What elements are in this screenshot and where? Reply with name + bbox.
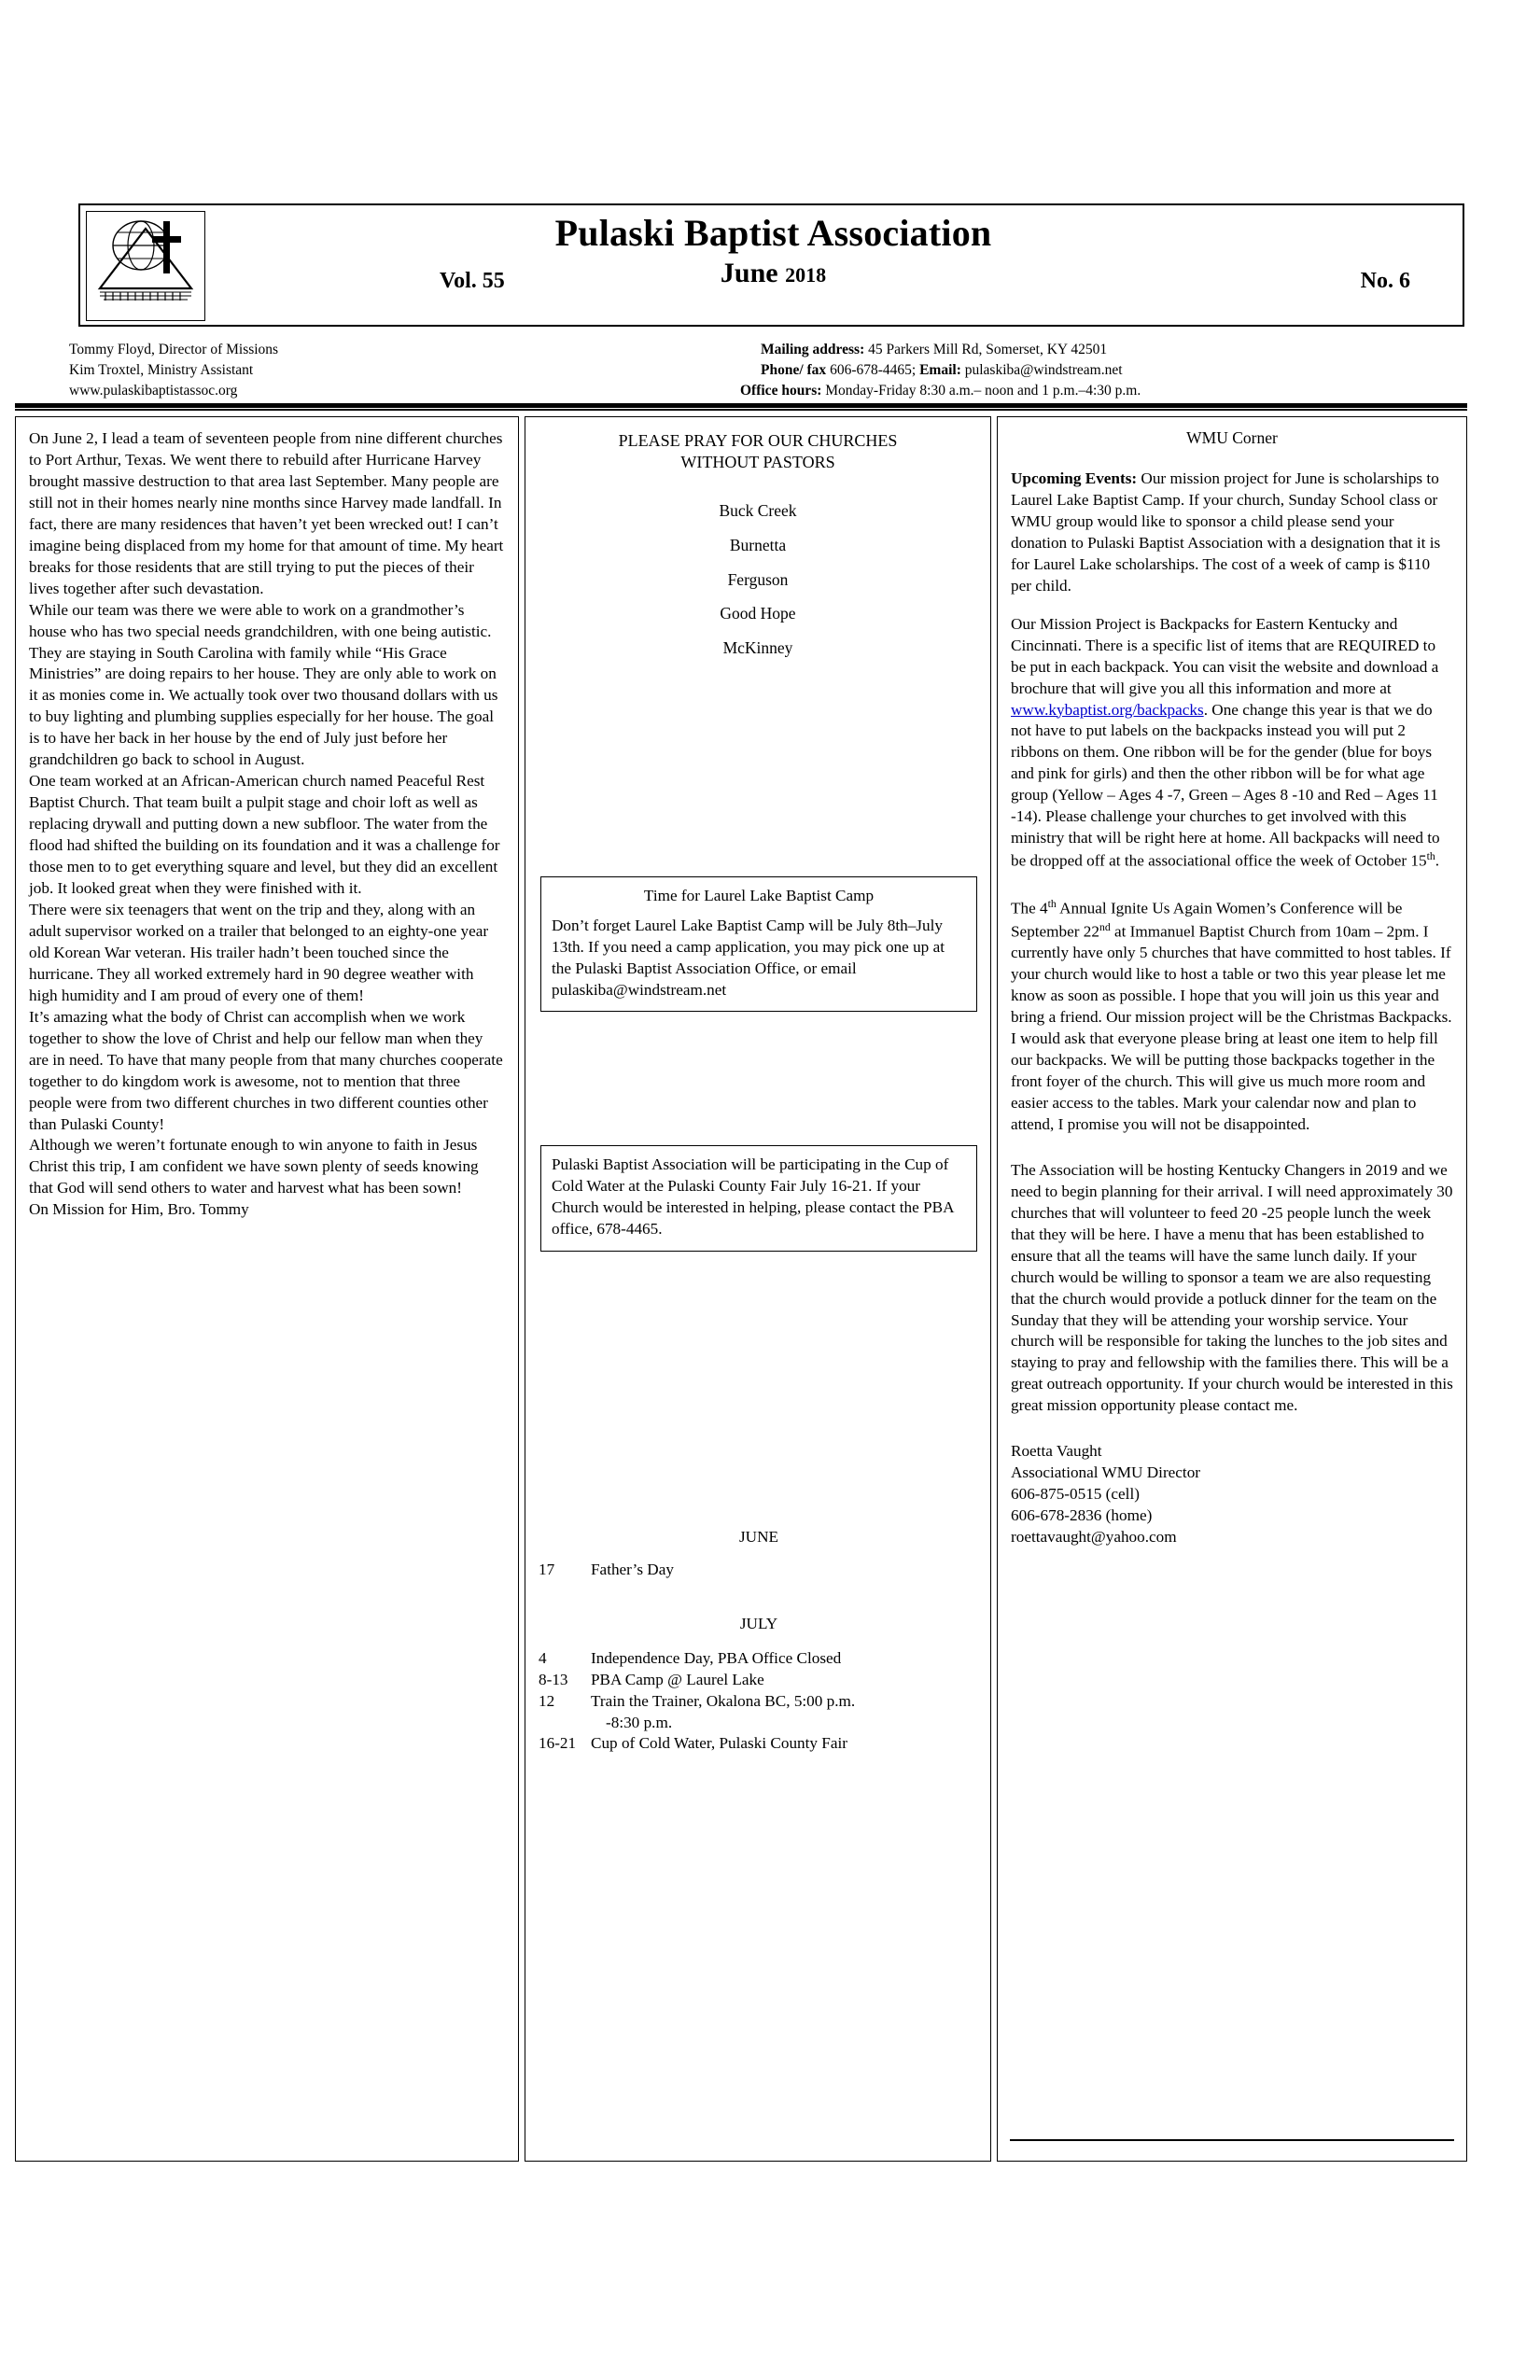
staff-line-2: Kim Troxtel, Ministry Assistant [69, 362, 254, 378]
calendar-event-text: Father’s Day [591, 1561, 674, 1578]
wmu-content [1011, 469, 1453, 1548]
upcoming-events-label: Upcoming Events: [1011, 469, 1138, 487]
issue-month [80, 258, 1466, 289]
column-prayer-calendar [525, 416, 991, 2162]
office-hours-line [737, 381, 1428, 401]
calendar-event-day: 16-21 [539, 1734, 577, 1753]
email-label: Email: [919, 362, 961, 378]
camp-announcement-title: Time for Laurel Lake Baptist Camp [643, 887, 875, 904]
ordinal-suffix: nd [1099, 920, 1111, 933]
mailing-address-line [737, 340, 1428, 360]
list-item: Ferguson [727, 569, 789, 589]
fair-announcement-text: Pulaski Baptist Association will be participating in the Cup of Cold Water at the Pulaski County Fair July 16-21. If your Church would be interested in helping, please contact the PBA office, 678-4465. [552, 1155, 954, 1238]
wmu-paragraph-backpacks: Our Mission Project is Backpacks for Eastern Kentucky and Cincinnati. There is a specific list of items that are REQUIRED to be put in each backpack. You can visit the website and download a brochure that will give you all this information and more at www.kybaptist.org/backpacks. One change this year is that we do not have to put labels on the backpacks instead you will put 2 ribbons on them. One ribbon will be for the gender (blue for boys and pink for girls) and then the other ribbon will be for what age group (Yellow – Ages 4 -7, Green – Ages 8 -10 and Red – Ages 11 -14). Please challenge your churches to get involved with this ministry that will be right here at home. All backpacks will need to be dropped off at the associational office the week of October 15th. [1011, 614, 1440, 870]
wmu-paragraph-conference: The 4th Annual Ignite Us Again Women’s Conference will be September 22nd at Immanuel Baptist Church from 10am – 2pm. I currently have only 5 churches that have committed to host tables. If your church would like to host a table or two this year please let me know as soon as possible. I hope that you will join us this year and bring a friend. Our mission project will be the Christmas Backpacks. I would ask that everyone please bring at least one item to help fill our backpacks. We will be putting those backpacks together in the front foyer of the church. This will give us much more room and easier access to the tables. Mark your calendar now and plan to attend, I promise you will not be disappointed. [1011, 897, 1452, 1133]
article-paragraph: While our team was there we were able to work on a grandmother’s house who has two special needs grandchildren, with one being autistic. They are staying in South Carolina with family while “His Grace Ministries” are doing repairs to her house. They are only able to work on it as monies come in. We actually took over two thousand dollars with us to buy lighting and plumbing supplies especially for her house. The goal is to have her back in her house by the end of July just before her grandchildren go back to school in August. [29, 600, 498, 769]
calendar-section [539, 1528, 979, 1755]
office-hours-value: Monday-Friday 8:30 a.m.– noon and 1 p.m.–4:30 p.m. [821, 383, 1141, 399]
article-paragraph: Although we weren’t fortunate enough to win anyone to faith in Jesus Christ this trip, I am confident we have sown plenty of seeds knowing that God will send others to water and harvest what has been sown! [29, 1136, 479, 1197]
issue-month-text: June [720, 258, 778, 288]
prayer-heading [539, 430, 977, 473]
calendar-month-july: JULY [739, 1614, 778, 1632]
ordinal-suffix: th [1426, 850, 1435, 863]
issue-year: 2018 [785, 263, 827, 287]
article-paragraph: It’s amazing what the body of Christ can accomplish when we work together to show the love of Christ and help our fellow man when they are in need. To have that many people from that many churches cooperate together to do kingdom work is awesome, not to mention that three people were from two different churches in two different counties other than Pulaski County! [29, 1007, 503, 1133]
list-item: Buck Creek [719, 501, 797, 521]
prayer-heading-line1: PLEASE PRAY FOR OUR CHURCHES [618, 431, 898, 450]
church-list [539, 494, 977, 665]
header-divider-secondary [15, 409, 1467, 411]
upcoming-events-text: Our mission project for June is scholarships to Laurel Lake Baptist Camp. If your church, Sunday School class or WMU group would like to sponsor a child please send your donation to Pulaski Baptist Association with a designation that it is for Laurel Lake scholarships. The cost of a week of camp is $110 per child. [1011, 469, 1441, 595]
calendar-event-day: 12 [539, 1691, 555, 1710]
wmu-director-title: Associational WMU Director [1011, 1463, 1201, 1482]
staff-line-1: Tommy Floyd, Director of Missions [69, 342, 279, 357]
phone-label: Phone/ fax [761, 362, 827, 378]
list-item: McKinney [722, 638, 793, 658]
wmu-director-email: roettavaught@yahoo.com [1011, 1527, 1177, 1546]
calendar-events-july [539, 1648, 979, 1755]
article-paragraph: One team worked at an African-American church named Peaceful Rest Baptist Church. That team built a pulpit stage and choir loft as well as replacing drywall and putting down a new subfloor. The water from the flood had shifted the building on its foundation and it was a challenge for those men to to get everything square and level, but they did an excellent job. It looked great when they were finished with it. [29, 772, 500, 898]
calendar-event-text: Cup of Cold Water, Pulaski County Fair [591, 1734, 847, 1753]
masthead [78, 203, 1464, 327]
calendar-event-day: 4 [539, 1648, 547, 1667]
calendar-event [539, 1560, 979, 1581]
staff-info [69, 340, 278, 401]
header-divider [15, 403, 1467, 408]
list-item: Good Hope [720, 604, 796, 623]
email-value: pulaskiba@windstream.net [960, 362, 1123, 378]
website-url: www.pulaskibaptistassoc.org [69, 383, 238, 399]
calendar-event-text: PBA Camp @ Laurel Lake [591, 1670, 764, 1688]
calendar-event-continuation: -8:30 p.m. [606, 1713, 673, 1731]
wmu-director-name: Roetta Vaught [1011, 1442, 1102, 1461]
wmu-director-cell: 606-875-0515 (cell) [1011, 1485, 1140, 1504]
publication-title: Pulaski Baptist Association [554, 212, 992, 254]
kybaptist-backpacks-link[interactable]: www.kybaptist.org/backpacks [1011, 700, 1204, 719]
article-paragraph: There were six teenagers that went on the trip and they, along with an adult supervisor worked on a trailer that belonged to an eighty-one year old Korean War veteran. His trailer hadn’t been touched since the hurricane. They all worked extremely hard in 90 degree weather with high humidity and I am proud of every one of them! [29, 900, 489, 1004]
column-article [15, 416, 519, 2162]
article-signature: On Mission for Him, Bro. Tommy [29, 1200, 249, 1219]
calendar-event [539, 1691, 979, 1713]
list-item: Burnetta [729, 535, 787, 554]
calendar-event-text: Train the Trainer, Okalona BC, 5:00 p.m. [591, 1691, 856, 1710]
office-hours-label: Office hours: [740, 383, 822, 399]
calendar-event [539, 1733, 979, 1755]
wmu-paragraph-upcoming-events [1011, 469, 1453, 597]
calendar-events-june [539, 1560, 979, 1581]
issue-volume: Vol. 55 [440, 269, 505, 293]
mailing-address-value: 45 Parkers Mill Rd, Somerset, KY 42501 [864, 342, 1108, 357]
wmu-paragraph-kentucky-changers: The Association will be hosting Kentucky Changers in 2019 and we need to begin planning for their arrival. I will need approximately 30 churches that will volunteer to feed 20 -25 people lunch the week that they will be here. I have a menu that has been established to ensure that all the teams will have the same lunch daily. If your church would be willing to sponsor a team we are also requesting that the church would provide a potluck dinner for the team on the Sunday that they will be attending your worship service. Your church will be responsible for taking the lunches to the job sites and staying to pray and fellowship with the families there. This will be a great outreach opportunity. If your church would be interested in this great mission opportunity please contact me. [1011, 1160, 1453, 1415]
camp-announcement-text: Don’t forget Laurel Lake Baptist Camp will be July 8th–July 13th. If you need a camp application, you may pick one up at the Pulaski Baptist Association Office, or email pulaskiba@windstream.net [552, 916, 945, 999]
calendar-event-day: 17 [539, 1561, 555, 1578]
column-wmu [997, 416, 1467, 2162]
director-article [29, 428, 505, 1221]
article-paragraph: On June 2, I lead a team of seventeen people from nine different churches to Port Arthur, Texas. We went there to rebuild after Hurricane Harvey brought massive destruction to that area last September. Many people are still not in their homes nearly nine months since Harvey made landfall. In fact, there are many residences that haven’t yet been wrecked out! I can’t imagine being displaced from my home for that amount of time. My heart breaks for those residents that are still trying to put the pieces of their lives together after such devastation. [29, 429, 504, 597]
issue-number: No. 6 [1360, 269, 1410, 293]
camp-announcement-box [540, 876, 977, 1012]
phone-value: 606-678-4465; [826, 362, 920, 378]
column-bottom-rule [1010, 2139, 1454, 2141]
mailing-address-label: Mailing address: [761, 342, 865, 357]
prayer-heading-line2: WITHOUT PASTORS [680, 453, 835, 472]
wmu-heading: WMU Corner [1186, 428, 1278, 447]
calendar-event [539, 1648, 979, 1670]
calendar-event [539, 1670, 979, 1691]
calendar-event-text: Independence Day, PBA Office Closed [591, 1648, 842, 1667]
fair-announcement-box [540, 1145, 977, 1252]
office-contact-info [737, 340, 1428, 401]
wmu-director-signature [1011, 1441, 1453, 1547]
wmu-director-home: 606-678-2836 (home) [1011, 1505, 1153, 1524]
calendar-event-day: 8-13 [539, 1670, 568, 1688]
calendar-month-june: JUNE [738, 1528, 778, 1546]
ordinal-suffix: th [1047, 897, 1057, 910]
phone-email-line [737, 360, 1428, 381]
